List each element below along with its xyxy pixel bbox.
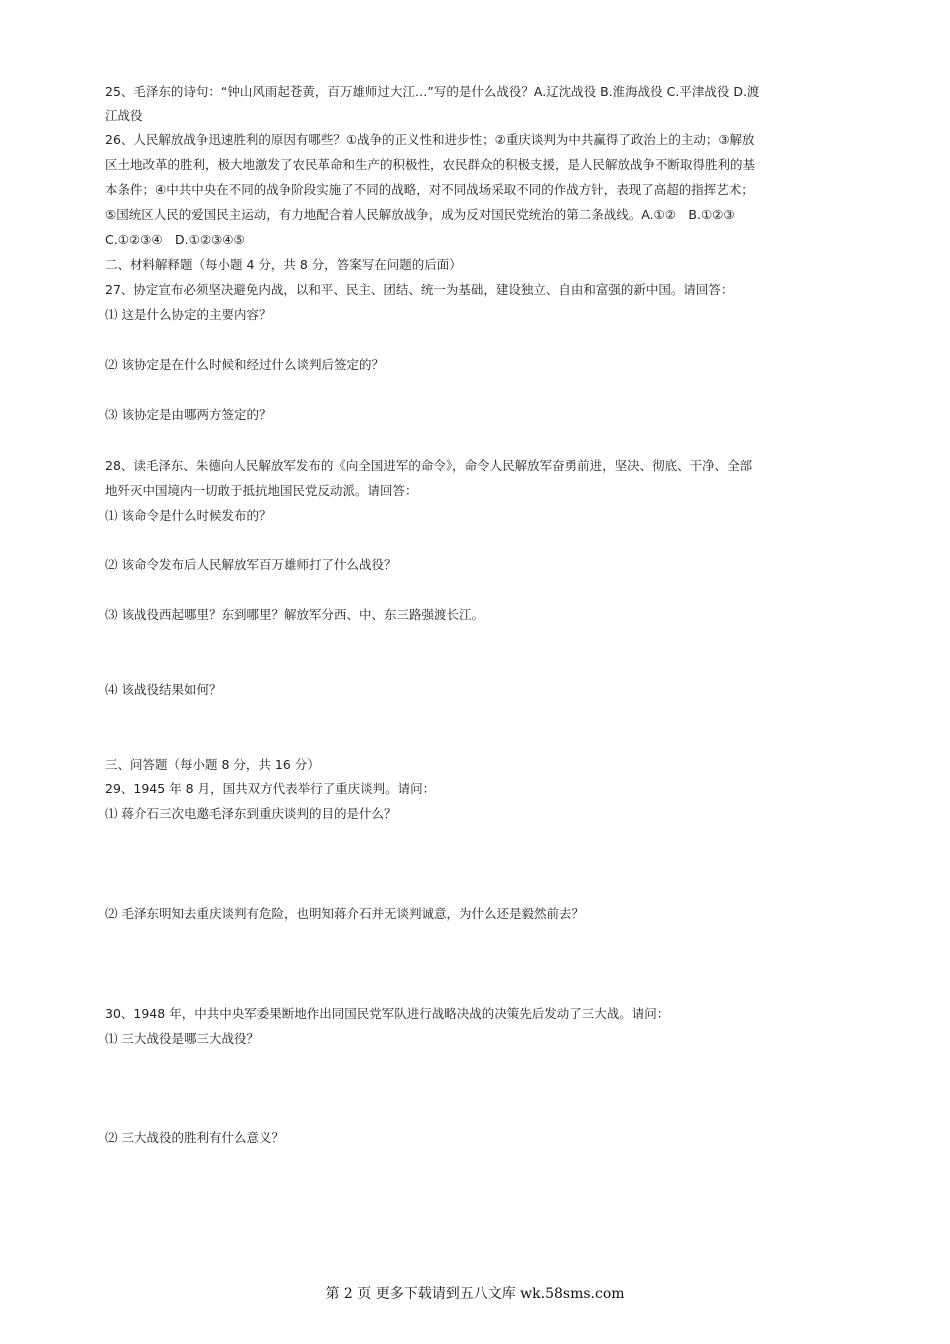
q30-sub-1: ⑴ 三大战役是哪三大战役？ [105,1031,259,1046]
section-2-heading: 二、材料解释题（每小题 4 分，共 8 分，答案写在问题的后面） [105,257,462,272]
q28-sub-2: ⑵ 该命令发布后人民解放军百万雄师打了什么战役？ [105,557,397,572]
section-3-heading: 三、问答题（每小题 8 分，共 16 分） [105,757,320,772]
q28-stem-1: 28、读毛泽东、朱德向人民解放军发布的《向全国进军的命令》，命令人民解放军奋勇前进，坚决、彻底、干净、全部 [105,458,753,473]
q26-line-2: 区土地改革的胜利，极大地激发了农民革命和生产的积极性，农民群众的积极支援，是人民解放战争不断取得胜利的基 [105,157,756,172]
q27-sub-1: ⑴ 这是什么协定的主要内容？ [105,307,272,322]
q26-line-3: 本条件；④中共中央在不同的战争阶段实施了不同的战略，对不同战场采取不同的作战方针，表现了高超的指挥艺术； [105,182,754,197]
q25-line-1: 25、毛泽东的诗句：“钟山风雨起苍黄，百万雄师过大江…”写的是什么战役？A.辽沈战役 B.淮海战役 C.平津战役 D.渡 [105,84,760,99]
q26-line-4: ⑤国统区人民的爱国民主运动，有力地配合着人民解放战争，成为反对国民党统治的第二条战线。A.①② B.①②③ [105,207,735,222]
q30-stem: 30、1948 年，中共中央军委果断地作出同国民党军队进行战略决战的决策先后发动了三大战。请问： [105,1006,670,1021]
q26-line-5: C.①②③④ D.①②③④⑤ [105,232,245,247]
q29-sub-2: ⑵ 毛泽东明知去重庆谈判有危险，也明知蒋介石并无谈判诚意，为什么还是毅然前去？ [105,906,584,921]
q28-sub-3: ⑶ 该战役西起哪里？东到哪里？解放军分西、中、东三路强渡长江。 [105,607,484,622]
q28-sub-4: ⑷ 该战役结果如何？ [105,682,222,697]
q30-sub-2: ⑵ 三大战役的胜利有什么意义？ [105,1130,284,1145]
q28-sub-1: ⑴ 该命令是什么时候发布的？ [105,508,272,523]
q29-stem: 29、1945 年 8 月，国共双方代表举行了重庆谈判。请问： [105,781,436,796]
q27-sub-3: ⑶ 该协定是由哪两方签定的？ [105,407,272,422]
q25-line-2: 江战役 [105,108,143,123]
q26-line-1: 26、人民解放战争迅速胜利的原因有哪些？①战争的正义性和进步性；②重庆谈判为中共赢得了政治上的主动；③解放 [105,132,755,147]
q28-stem-2: 地歼灭中国境内一切敢于抵抗地国民党反动派。请回答： [105,483,418,498]
q27-sub-2: ⑵ 该协定是在什么时候和经过什么谈判后签定的？ [105,357,384,372]
q29-sub-1: ⑴ 蒋介石三次电邀毛泽东到重庆谈判的目的是什么？ [105,806,397,821]
q27-stem: 27、协定宣布必须坚决避免内战，以和平、民主、团结、统一为基础，建设独立、自由和富强的新中国。请回答： [105,282,734,297]
page-footer: 第 2 页 更多下载请到五八文库 wk.58sms.com [325,1286,625,1302]
